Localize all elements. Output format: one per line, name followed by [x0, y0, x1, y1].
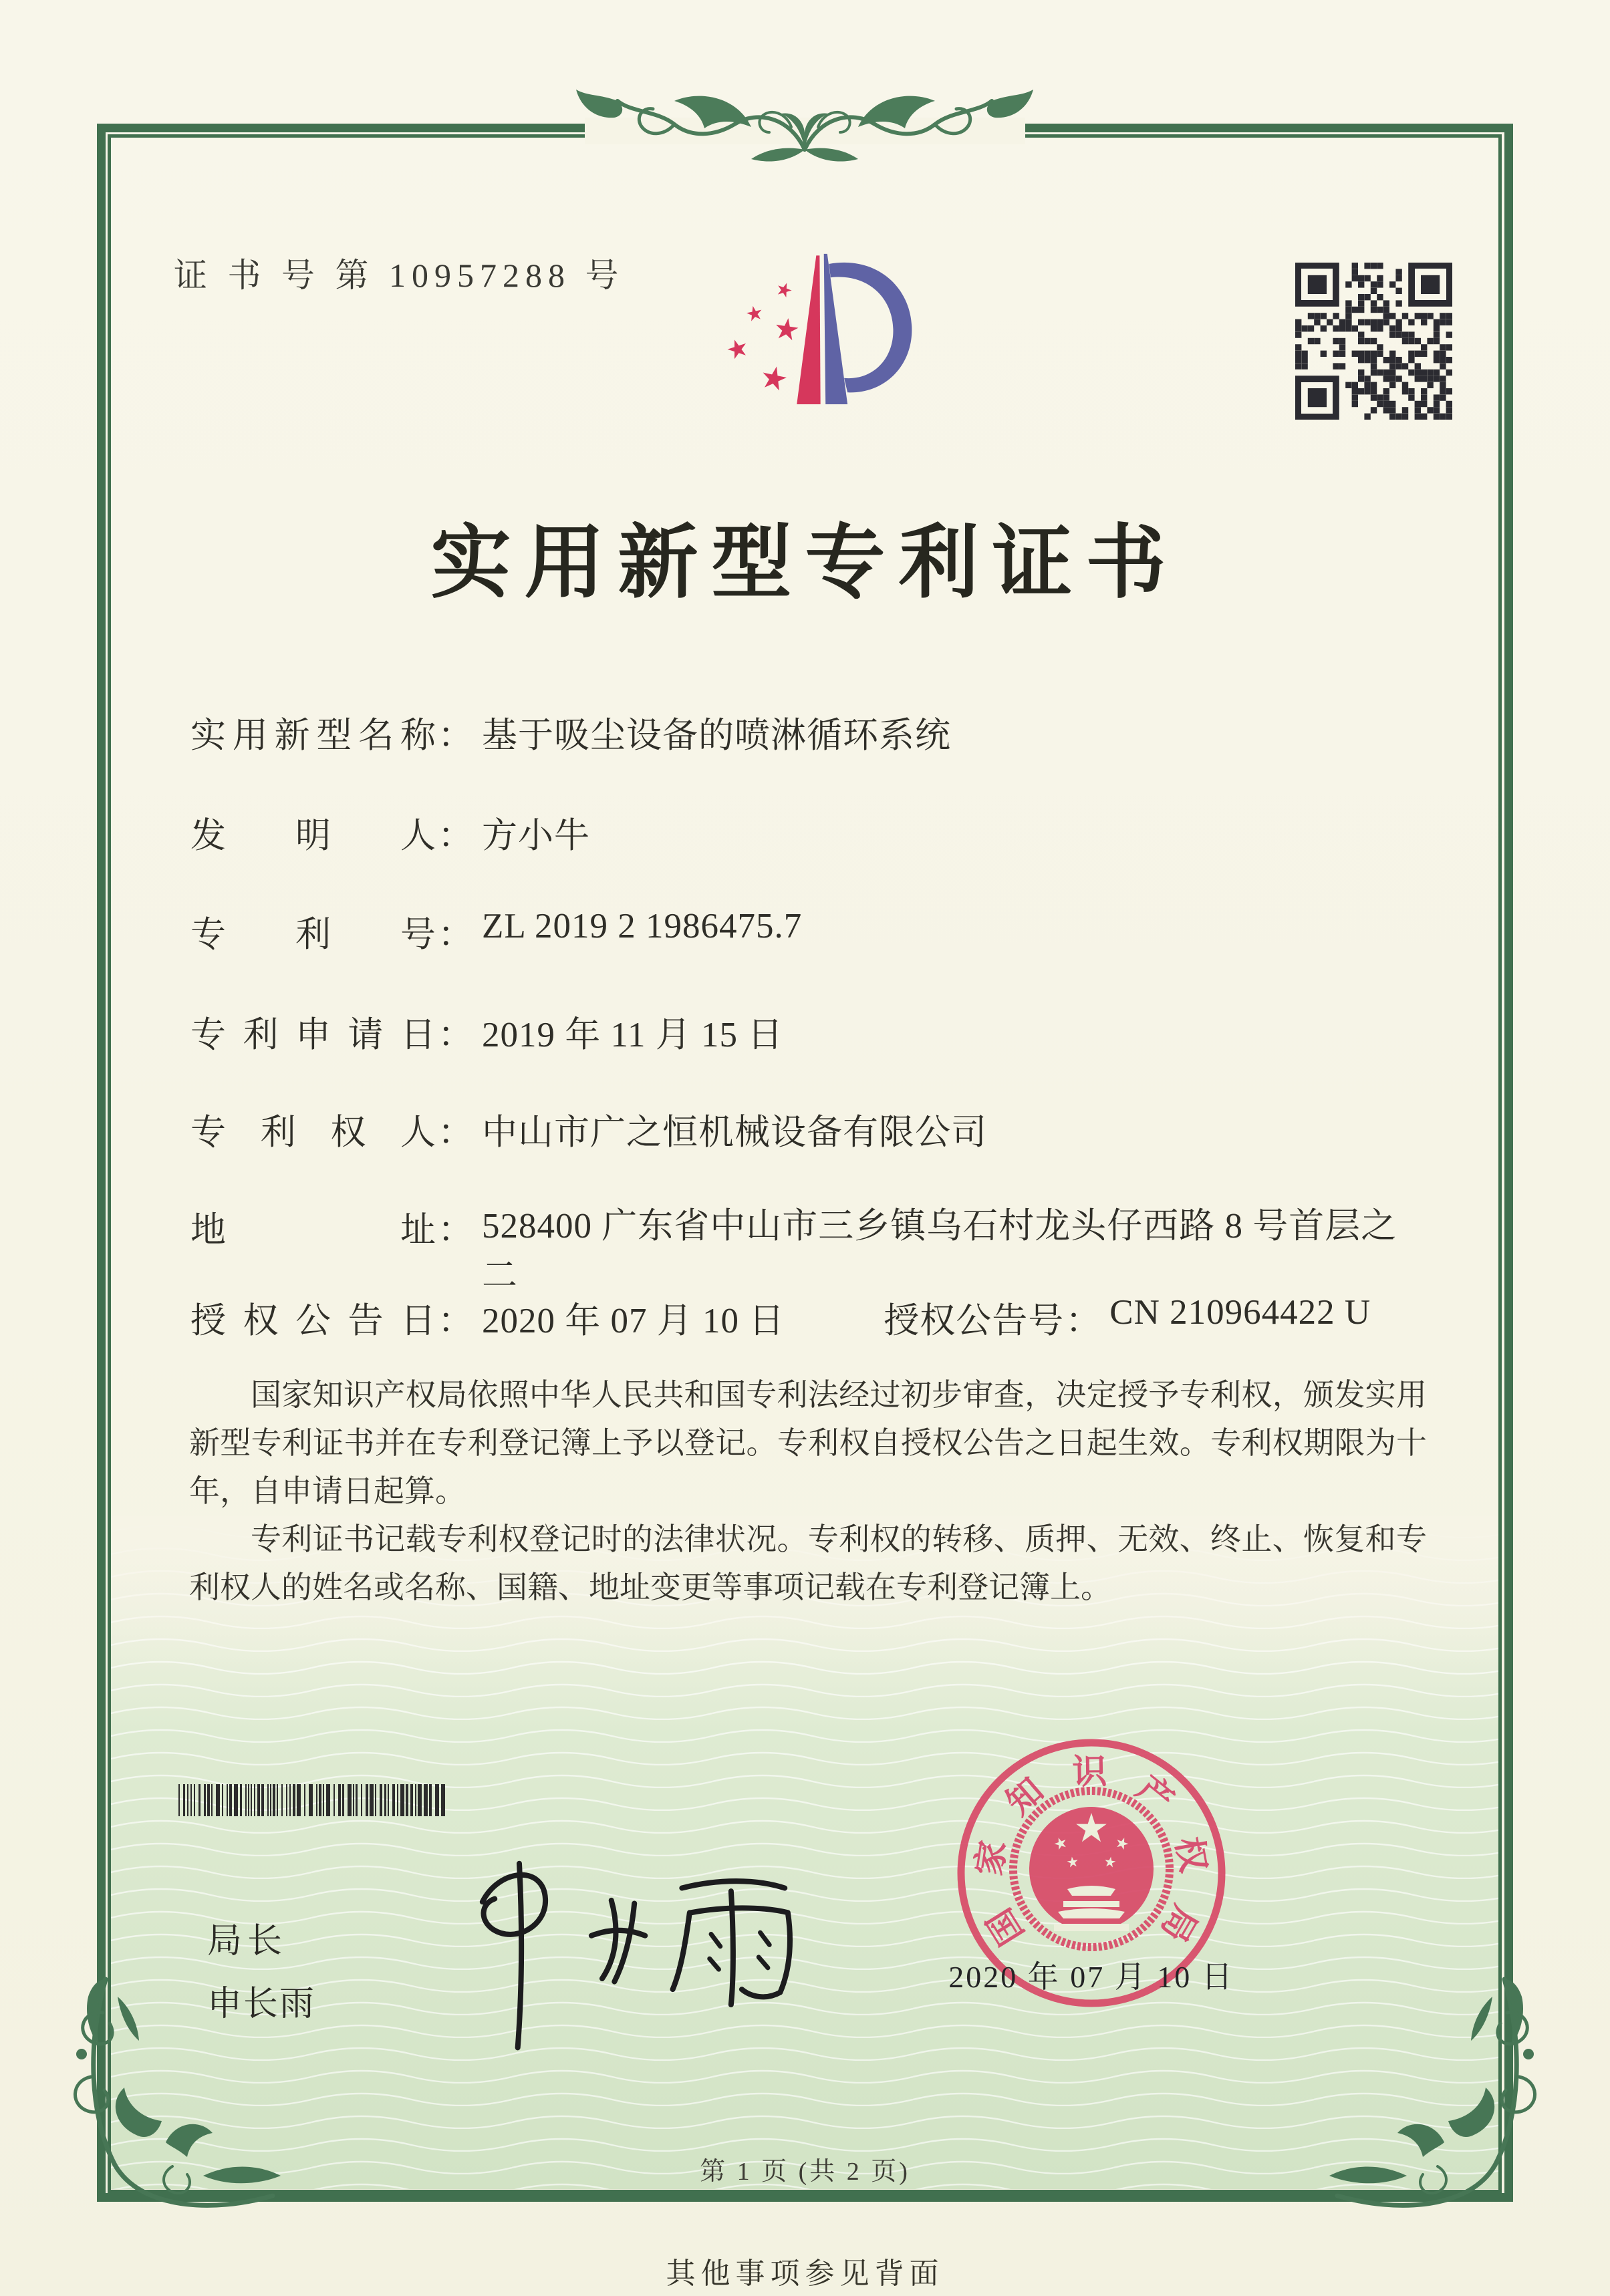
field-row-address [190, 1201, 1418, 1300]
field-colon: ： [438, 716, 474, 755]
field-colon: ： [438, 817, 474, 855]
field-label: 实用新型名称 [190, 716, 436, 755]
seal-char: 国 [980, 1901, 1032, 1951]
field-colon: ： [438, 1302, 474, 1340]
seal-char: 局 [1153, 1898, 1204, 1949]
legal-paragraph: 专利证书记载专利权登记时的法律状况。专利权的转移、质押、无效、终止、恢复和专利权人的姓名或名称、国籍、地址变更等事项记载在专利登记簿上。 [189, 1522, 1427, 1604]
field-label: 发明人 [190, 817, 436, 855]
field-colon: ： [1065, 1302, 1102, 1340]
back-note: 其他事项参见背面 [666, 2257, 944, 2290]
cnipa-logo-icon [702, 235, 922, 433]
legal-paragraph: 国家知识产权局依照中华人民共和国专利法经过初步审查，决定授予专利权，颁发实用新型专利证书并在专利登记簿上予以登记。专利权自授权公告之日起生效。专利权期限为十年，自申请日起算。 [189, 1378, 1427, 1508]
field-row-invention-name [190, 707, 951, 758]
certificate-number: 证 书 号 第 10957288 号 [174, 257, 625, 294]
field-colon: ： [438, 915, 474, 954]
signer-name: 申长雨 [207, 1985, 316, 2023]
top-scroll-ornament [571, 71, 1039, 176]
certificate-title: 实用新型专利证书 [430, 519, 1180, 607]
field-colon: ： [438, 1016, 474, 1054]
grant-number-label: 授权公告号 [884, 1302, 1065, 1340]
field-row-patentee [190, 1104, 987, 1155]
corner-flourish-right [1324, 1970, 1571, 2231]
field-value: 2019 年 11 月 15 日 [482, 1016, 784, 1054]
barcode [178, 1784, 446, 1816]
field-colon: ： [438, 1113, 474, 1152]
seal-char: 知 [999, 1771, 1051, 1823]
field-value: 528400 广东省中山市三乡镇乌石村龙头仔西路 8 号首层之二 [482, 1207, 1397, 1295]
field-value: 中山市广之恒机械设备有限公司 [482, 1113, 987, 1152]
page-number: 第 1 页 (共 2 页) [700, 2158, 910, 2186]
field-colon: ： [438, 1211, 474, 1250]
field-value: ZL 2019 2 1986475.7 [482, 907, 803, 946]
seal-char: 识 [1071, 1753, 1107, 1792]
field-row-inventor [190, 807, 590, 858]
field-value: 基于吸尘设备的喷淋循环系统 [482, 716, 951, 755]
field-row-filing-date [190, 1006, 783, 1057]
grant-date-label: 授权公告日 [190, 1302, 436, 1340]
seal-char: 家 [970, 1838, 1014, 1878]
field-row-patent-number [190, 906, 802, 957]
seal-date: 2020 年 07 月 10 日 [948, 1960, 1234, 1994]
field-value: 方小牛 [482, 817, 590, 855]
field-label: 专利号 [190, 915, 436, 954]
signer-title: 局长 [207, 1922, 288, 1961]
grant-number-value: CN 210964422 U [1109, 1293, 1371, 1332]
seal-char: 产 [1129, 1769, 1180, 1821]
field-row-grant [190, 1292, 1371, 1343]
legal-text-block [189, 1371, 1427, 1612]
grant-date-value: 2020 年 07 月 10 日 [482, 1302, 785, 1340]
seal-char: 权 [1168, 1834, 1212, 1876]
signature-image [428, 1854, 829, 2061]
field-label: 地址 [190, 1211, 436, 1250]
field-label: 专利申请日 [190, 1016, 436, 1054]
qr-code [1295, 263, 1452, 420]
field-label: 专利权人 [190, 1113, 436, 1152]
